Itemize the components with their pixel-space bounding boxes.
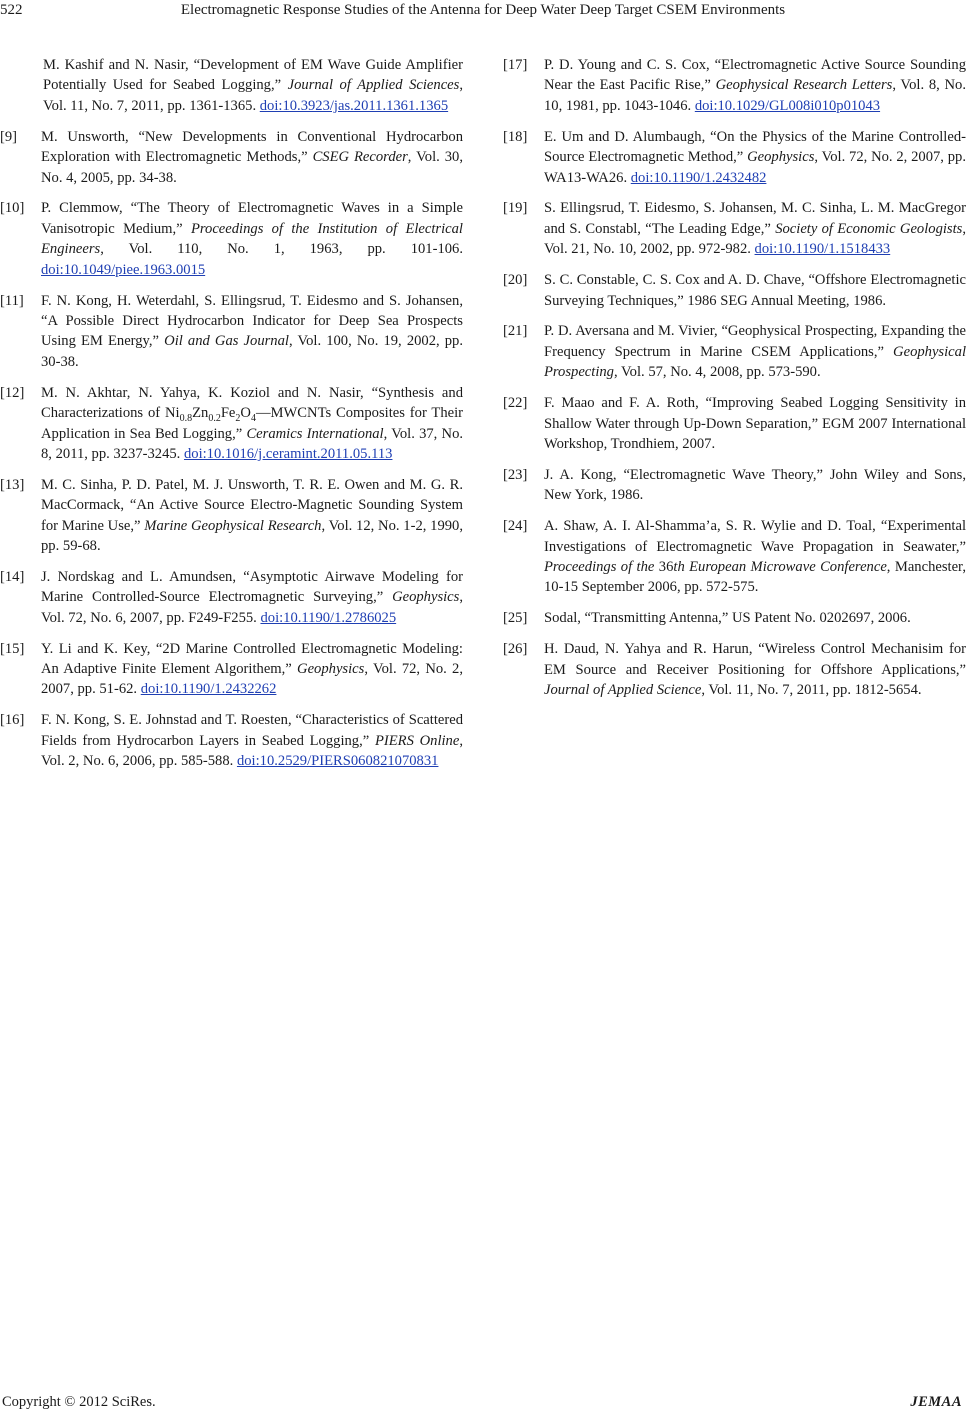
doi-link[interactable]: doi:10.1049/piee.1963.0015	[41, 261, 206, 278]
journal-name: Geophysics	[392, 589, 460, 606]
ref-text: , Vol. 72, No. 6, 2007, pp. F249-F255.	[41, 589, 463, 626]
ref-number: [22]	[503, 395, 528, 412]
reference-10	[0, 198, 463, 280]
doi-link[interactable]: doi:10.1190/1.1518433	[754, 241, 891, 258]
page-footer	[0, 1394, 966, 1414]
running-title: Electromagnetic Response Studies of the Antenna for Deep Water Deep Target CSEM Environments	[180, 2, 786, 18]
doi-link[interactable]: doi:10.3923/jas.2011.1361.1365	[259, 97, 449, 114]
ref-text: , Vol. 72, No. 2, 2007, pp. WA13-WA26.	[544, 149, 966, 186]
journal-name: Journal of Applied Science	[544, 682, 702, 699]
doi-link[interactable]: doi:10.1016/j.ceramint.2011.05.113	[183, 445, 393, 462]
journal-name: th European Microwave Conference	[673, 559, 887, 576]
doi-link[interactable]: doi:10.1190/1.2786025	[260, 609, 397, 626]
ref-number: [11]	[0, 292, 24, 309]
ref-text: Zn	[192, 405, 209, 422]
reference-24	[503, 516, 966, 598]
journal-name: CSEG Recorder	[312, 149, 408, 166]
reference-13	[0, 475, 463, 557]
ref-text: , Vol. 110, No. 1, 1963, pp. 101-106.	[100, 241, 463, 258]
reference-25	[503, 608, 966, 628]
ref-text: , Vol. 100, No. 19, 2002, pp. 30-38.	[41, 333, 464, 370]
journal-name: Geophysical Prospecting	[544, 343, 966, 381]
ref-text: , Vol. 37, No. 8, 2011, pp. 3237-3245.	[41, 425, 464, 462]
reference-9	[0, 127, 463, 188]
subscript: 4	[250, 413, 256, 424]
reference-15	[0, 639, 463, 700]
page-number: 522	[0, 2, 23, 18]
ref-text: F. Maao and F. A. Roth, “Improving Seabed Logging Sensitivity in Shallow Water through Up-Down Separation,” EGM 2007 International Workshop, Trondhiem, 2007.	[544, 395, 966, 452]
ref-text: , Vol. 57, No. 4, 2008, pp. 573-590.	[613, 364, 821, 381]
ref-text: Y. Li and K. Key, “2D Marine Controlled Electromagnetic Modeling: An Adaptive Finite Element Algorithem,”	[41, 640, 463, 678]
ref-text: Fe	[220, 405, 236, 422]
ref-number: [9]	[0, 128, 18, 145]
ref-number: [18]	[503, 128, 528, 145]
doi-link[interactable]: doi:10.1190/1.2432262	[140, 681, 277, 698]
ref-text: M. Kashif and N. Nasir, “Development of EM Wave Guide Amplifier Potentially Used for Seabed Logging,”	[43, 57, 463, 94]
journal-name: Oil and Gas Journal	[164, 333, 289, 350]
subscript: 0.8	[179, 413, 193, 424]
reference-17	[503, 55, 966, 116]
reference-12	[0, 383, 463, 465]
reference-19	[503, 198, 966, 259]
reference-16	[0, 710, 463, 771]
reference-11	[0, 291, 463, 373]
journal-name: Proceedings of the	[544, 559, 655, 576]
ref-number: [24]	[503, 518, 528, 535]
journal-abbrev: JEMAA	[910, 1394, 962, 1410]
ref-text: 36	[654, 559, 674, 576]
ref-text: J. Nordskag and L. Amundsen, “Asymptotic Airwave Modeling for Marine Controlled-Source Electromagnetic Surveying,”	[41, 568, 463, 606]
ref-text: Sodal, “Transmitting Antenna,” US Patent No. 0202697, 2006.	[544, 610, 911, 627]
ref-number: [12]	[0, 384, 25, 401]
ref-text: , Vol. 12, No. 1-2, 1990, pp. 59-68.	[41, 517, 464, 555]
ref-number: [21]	[503, 323, 528, 340]
ref-number: [15]	[0, 640, 25, 657]
reference-26	[503, 639, 966, 700]
ref-number: [10]	[0, 200, 25, 217]
ref-text: , Vol. 30, No. 4, 2005, pp. 34-38.	[41, 149, 464, 186]
ref-text: , Vol. 21, No. 10, 2002, pp. 972-982.	[544, 220, 966, 258]
ref-text: F. N. Kong, S. E. Johnstad and T. Roesten, “Characteristics of Scattered Fields from Hydrocarbon Layers in Seabed Logging,”	[41, 712, 463, 749]
doi-link[interactable]: doi:10.1190/1.2432482	[630, 169, 767, 186]
reference-22	[503, 393, 966, 454]
copyright-notice: Copyright © 2012 SciRes.	[2, 1394, 156, 1410]
ref-text: J. A. Kong, “Electromagnetic Wave Theory,” John Wiley and Sons, New York, 1986.	[544, 466, 966, 504]
journal-name: Ceramics International	[246, 425, 384, 442]
ref-text: , Vol. 8, No. 10, 1981, pp. 1043-1046.	[544, 77, 966, 114]
journal-name: Geophysics	[747, 149, 815, 166]
ref-text: M. Unsworth, “New Developments in Conventional Hydrocarbon Exploration with Electromagnetic Methods,”	[41, 128, 463, 166]
ref-number: [25]	[503, 610, 528, 627]
page-header	[0, 0, 966, 22]
ref-number: [20]	[503, 272, 528, 289]
journal-name: Journal of Applied Sciences	[287, 77, 460, 94]
ref-text: O	[240, 405, 251, 422]
ref-text: P. D. Aversana and M. Vivier, “Geophysical Prospecting, Expanding the Frequency Spectrum in Marine CSEM Applications,”	[544, 323, 966, 360]
ref-number: [13]	[0, 476, 25, 493]
ref-text: , Vol. 2, No. 6, 2006, pp. 585-588.	[41, 732, 463, 770]
ref-text: , Manchester, 10-15 September 2006, pp. 572-575.	[544, 559, 966, 596]
journal-name: PIERS Online	[374, 732, 460, 749]
ref-text: , Vol. 11, No. 7, 2011, pp. 1361-1365.	[43, 77, 463, 114]
ref-number: [19]	[503, 200, 528, 217]
reference-20	[503, 270, 966, 311]
ref-number: [17]	[503, 57, 528, 73]
right-column	[503, 55, 966, 711]
reference-8-continued	[43, 55, 463, 116]
ref-text: S. C. Constable, C. S. Cox and A. D. Chave, “Offshore Electromagnetic Surveying Techniques,” 1986 SEG Annual Meeting, 1986.	[544, 272, 966, 309]
ref-text: S. Ellingsrud, T. Eidesmo, S. Johansen, M. C. Sinha, L. M. MacGregor and S. Constabl, “The Leading Edge,”	[544, 200, 966, 237]
left-column	[0, 55, 464, 782]
reference-21	[503, 321, 966, 382]
ref-text: H. Daud, N. Yahya and R. Harun, “Wireless Control Mechanisim for EM Source and Receiver Positioning for Offshore Applications,”	[544, 641, 966, 678]
ref-text: P. Clemmow, “The Theory of Electromagnetic Waves in a Simple Vanisotropic Medium,”	[41, 200, 463, 237]
journal-name: Society of Economic Geologists	[775, 220, 963, 237]
journal-name: Proceedings of the Institution of Electrical Engineers	[41, 220, 463, 258]
doi-link[interactable]: doi:10.2529/PIERS060821070831	[236, 753, 439, 770]
subscript: 2	[235, 413, 241, 424]
doi-link[interactable]: doi:10.1029/GL008i010p01043	[694, 97, 881, 114]
journal-name: Geophysical Research Letters	[715, 77, 893, 94]
ref-number: [26]	[503, 641, 528, 658]
journal-name: Marine Geophysical Research	[144, 517, 322, 534]
reference-14	[0, 567, 463, 628]
journal-name: Geophysics	[297, 661, 365, 678]
ref-number: [16]	[0, 712, 25, 729]
reference-18	[503, 127, 966, 188]
ref-text: P. D. Young and C. S. Cox, “Electromagnetic Active Source Sounding Near the East Pacific Rise,”	[544, 57, 966, 94]
ref-text: F. N. Kong, H. Weterdahl, S. Ellingsrud, T. Eidesmo and S. Johansen, “A Possible Direct Hydrocarbon Indicator for Deep Sea Prospects Using EM Energy,”	[41, 292, 463, 350]
ref-text: , Vol. 11, No. 7, 2011, pp. 1812-5654.	[701, 682, 922, 699]
reference-23	[503, 465, 966, 506]
subscript: 0.2	[208, 413, 221, 424]
ref-text: —MWCNTs Composites for Their Application in Sea Bed Logging,”	[41, 405, 464, 442]
ref-text: , Vol. 72, No. 2, 2007, pp. 51-62.	[41, 661, 463, 698]
ref-text: M. N. Akhtar, N. Yahya, K. Koziol and N. Nasir, “Synthesis and Characterizations of Ni	[41, 384, 463, 422]
ref-number: [23]	[503, 466, 528, 483]
ref-number: [14]	[0, 568, 25, 585]
ref-text: E. Um and D. Alumbaugh, “On the Physics of the Marine Controlled-Source Electromagnetic Method,”	[544, 128, 966, 166]
ref-text: A. Shaw, A. I. Al-Shamma’a, S. R. Wylie and D. Toal, “Experimental Investigations of Electromagnetic Wave Propagation in Seawater,”	[544, 518, 966, 555]
ref-text: M. C. Sinha, P. D. Patel, M. J. Unsworth, T. R. E. Owen and M. G. R. MacCormack, “An Active Source Electro-Magnetic Sounding System for Marine Use,”	[41, 476, 463, 534]
